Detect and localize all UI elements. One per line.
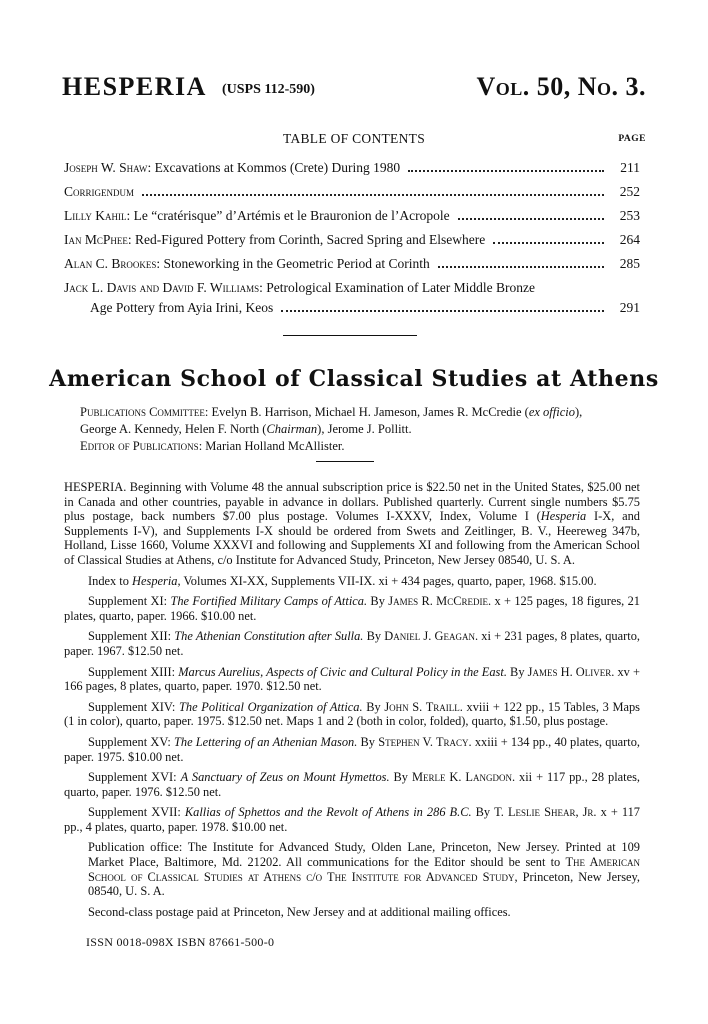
text: By <box>506 664 528 679</box>
toc-entry[interactable] <box>64 232 640 256</box>
supplement-entry <box>64 594 640 623</box>
text: xi + 231 pages, 8 plates, quarto, paper. 1967. $12.50 net. <box>64 629 640 658</box>
divider-rule <box>316 461 374 462</box>
toc-title: : Stoneworking in the Geometric Period at Corinth <box>156 256 430 271</box>
toc-page-number: 252 <box>619 184 640 199</box>
text: By <box>471 805 495 820</box>
toc-entry[interactable] <box>64 280 640 324</box>
text: xxiii + 134 pp., 40 plates, quarto, paper. 1975. $10.00 net. <box>64 734 640 764</box>
text: Supplement XI: <box>88 594 171 609</box>
text: Volumes XI-XX, Supplements VII-IX. xi + 434 pages, quarto, paper, 1968. $15.00. <box>180 573 597 588</box>
text: xviii + 122 pp., 15 Tables, 3 Maps (1 in color), quarto, paper. 1975. $12.50 net. Maps 1 and 2 (both in color, folded), quarto, $1.50, plus postage. <box>64 699 641 729</box>
committee-label: Publications Committee <box>80 405 205 419</box>
text: By <box>389 770 412 785</box>
supplement-entry <box>64 665 640 694</box>
toc-author: Lilly Kahil <box>64 208 127 223</box>
text: Publication office: The Institute for Advanced Study, Olden Lane, Princeton, New Jersey. Printed at 109 Market Place, Baltimore, Md. 21202. All communications for the Editor should be sent to <box>88 840 640 870</box>
divider-rule <box>283 335 417 336</box>
text: I-X, and Supplements I-V), and Supplements I-X should be ordered from Swets and Zeitlinger, B. V., Heereweg 347b, Holland, Lisse 1660, Volume XXXVI and following and Supplements XI and following from the American School of Classical Studies at Athens, c/o Institute for Advanced Study, Princeton, New Jersey 08540, U. S. A. <box>64 509 640 567</box>
supplement-author: John S. Traill. <box>384 699 463 714</box>
toc-page-label: PAGE <box>618 134 646 144</box>
supplement-entry <box>64 629 640 658</box>
supplement-entry <box>64 805 640 834</box>
supplement-title: Marcus Aurelius, Aspects of Civic and Cultural Policy in the East. <box>178 664 507 679</box>
publication-office <box>64 840 640 898</box>
supplement-entry <box>64 700 640 729</box>
toc-author: Joseph W. Shaw <box>64 160 148 175</box>
toc-title: : Petrological Examination of Later Middle Bronze <box>259 280 536 295</box>
chairman-note: Chairman <box>266 422 318 436</box>
editor-name: : Marian Holland McAllister. <box>198 439 345 453</box>
postage-note: Second-class postage paid at Princeton, New Jersey and at additional mailing offices. <box>88 904 511 919</box>
text: xv + 166 pages, 8 plates, quarto, paper. 1970. $12.50 net. <box>64 664 640 694</box>
committee-members: : Evelyn B. Harrison, Michael H. Jameson, James R. McCredie ( <box>204 405 529 419</box>
leader-dots <box>438 266 604 268</box>
supplement-title: Kallias of Sphettos and the Revolt of Athens in 286 B.C. <box>184 805 472 820</box>
toc-heading: TABLE OF CONTENTS <box>282 131 426 146</box>
text: By <box>367 594 389 609</box>
usps-number: (USPS 112-590) <box>222 82 315 97</box>
supplement-author: T. Leslie Shear, Jr. <box>494 805 597 820</box>
school-name-heading: American School of Classical Studies at Athens <box>49 366 659 392</box>
committee-members-cont: George A. Kennedy, Helen F. North ( <box>80 422 267 436</box>
text: x + 117 pp., 4 plates, quarto, paper. 1978. $10.00 net. <box>64 805 640 834</box>
leader-dots <box>493 242 604 244</box>
text: x + 125 pages, 18 figures, 21 plates, quarto, paper. 1966. $10.00 net. <box>64 594 641 623</box>
journal-title: HESPERIA <box>62 72 207 101</box>
text: Supplement XVI: <box>88 770 181 785</box>
supplement-author: Daniel J. Geagan. <box>384 629 479 644</box>
supplement-title: The Fortified Military Camps of Attica. <box>170 594 368 609</box>
publications-committee <box>80 404 638 455</box>
supplement-title: The Lettering of an Athenian Mason. <box>174 734 358 749</box>
index-entry <box>64 574 640 589</box>
text-italic: Hesperia, <box>132 573 181 588</box>
text: Index to <box>88 573 133 588</box>
subscription-info <box>64 480 640 925</box>
subscription-paragraph <box>64 480 640 568</box>
text: By <box>362 699 385 714</box>
supplement-author: Merle K. Langdon. <box>411 770 516 785</box>
text: Supplement XV: <box>88 734 174 749</box>
text-italic: Hesperia <box>540 509 587 524</box>
supplement-title: The Athenian Constitution after Sulla. <box>174 629 364 644</box>
toc-page-number: 211 <box>620 160 640 175</box>
committee-members-cont-end: ), Jerome J. Pollitt. <box>317 422 412 436</box>
committee-members-end: ), <box>574 405 583 419</box>
toc-page-number: 291 <box>619 300 640 315</box>
supplement-entry <box>64 770 640 799</box>
leader-dots <box>142 194 604 196</box>
text: Supplement XIV: <box>88 699 180 714</box>
toc-author: Corrigendum <box>64 184 135 199</box>
supplement-title: A Sanctuary of Zeus on Mount Hymettos. <box>180 770 390 785</box>
toc-author: Ian McPhee <box>64 232 128 247</box>
toc-page-number: 285 <box>619 256 640 271</box>
masthead <box>62 72 646 106</box>
text: Supplement XIII: <box>88 664 179 679</box>
toc-title-continued: Age Pottery from Ayia Irini, Keos <box>90 300 274 315</box>
supplement-author: Stephen V. Tracy. <box>378 734 472 749</box>
text: By <box>357 734 379 749</box>
supplement-author: James H. Oliver. <box>527 664 615 679</box>
ex-officio-note: ex officio <box>528 405 575 419</box>
toc-entry[interactable] <box>64 208 640 232</box>
text-smallcaps: The American School of Classical Studies at Athens c/o The Institute for Advanced Study, <box>88 855 640 884</box>
leader-dots <box>408 170 604 172</box>
supplement-author: James R. McCredie. <box>388 594 492 609</box>
toc-entry[interactable] <box>64 256 640 280</box>
toc-title: : Le “cratérisque” d’Artémis et le Brauronion de l’Acropole <box>126 208 450 223</box>
toc-author: Alan C. Brookes <box>64 256 157 271</box>
table-of-contents <box>64 160 640 324</box>
editor-label: Editor of Publications <box>80 439 199 453</box>
leader-dots <box>458 218 604 220</box>
volume-number: Vol. 50, No. 3. <box>476 72 646 101</box>
toc-page-number: 253 <box>619 208 640 223</box>
text: HESPERIA. Beginning with Volume 48 the annual subscription price is $22.50 net in the United States, $25.00 net in Canada and other countries, payable in advance in dollars. Published quarterly. Current single numbers $5.75 plus postage, back numbers $7.00 plus postage. Volumes I-XXXV, Index, Volume I ( <box>64 480 640 524</box>
toc-title: : Red-Figured Pottery from Corinth, Sacred Spring and Elsewhere <box>127 232 486 247</box>
text: Supplement XII: <box>88 629 175 644</box>
toc-author: Jack L. Davis and David F. Williams <box>64 280 260 295</box>
text: xii + 117 pp., 28 plates, quarto, paper. 1976. $12.50 net. <box>64 770 640 799</box>
issn-isbn: ISSN 0018-098X ISBN 87661-500-0 <box>86 935 275 949</box>
toc-title: : Excavations at Kommos (Crete) During 1980 <box>147 160 401 175</box>
text: Princeton, New Jersey, 08540, U. S. A. <box>88 869 641 899</box>
toc-entry[interactable] <box>64 184 640 208</box>
text: Supplement XVII: <box>88 805 185 820</box>
text: By <box>363 629 385 644</box>
toc-entry[interactable] <box>64 160 640 184</box>
supplement-entry <box>64 735 640 764</box>
leader-dots <box>281 310 604 312</box>
toc-page-number: 264 <box>619 232 640 247</box>
supplement-title: The Political Organization of Attica. <box>179 699 363 714</box>
